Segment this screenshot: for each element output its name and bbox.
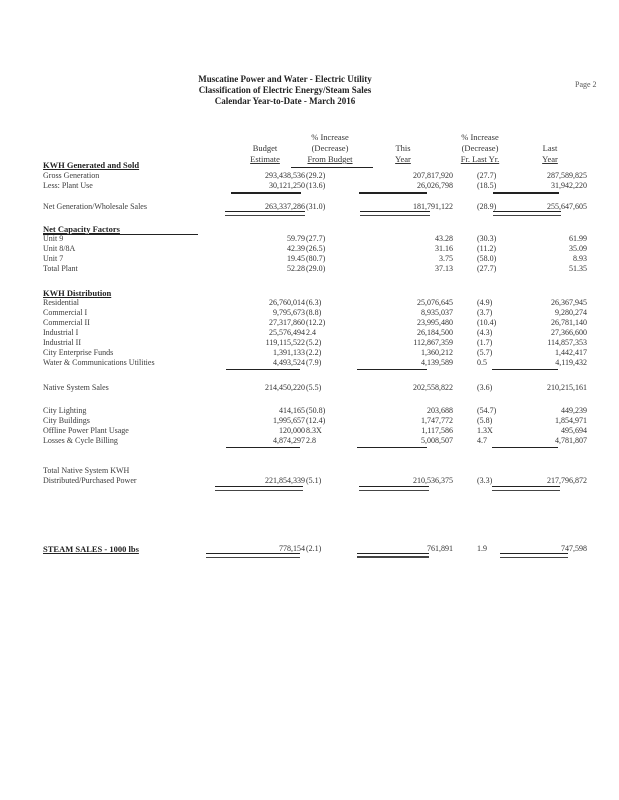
budget-value: 120,000 — [279, 426, 305, 435]
pct-budget-value: (2.1) — [306, 544, 322, 553]
col-header-last-year-2: Year — [542, 154, 558, 164]
subtotal-line — [492, 447, 558, 448]
row-label: Commercial II — [43, 318, 90, 327]
pct-budget-value: (6.3) — [306, 298, 322, 307]
last-year-value: 26,367,945 — [551, 298, 587, 307]
pct-budget-value: (50.8) — [306, 406, 326, 415]
last-year-value: 1,442,417 — [555, 348, 587, 357]
col-header-last-year-1: Last — [542, 143, 558, 153]
last-year-value: 35.09 — [569, 244, 587, 253]
this-year-value: 5,008,507 — [421, 436, 453, 445]
pct-last-value: (28.9) — [477, 202, 497, 211]
budget-value: 214,450,220 — [265, 383, 305, 392]
section-heading-distribution: KWH Distribution — [43, 288, 112, 298]
total-double-line — [359, 486, 429, 491]
row-label: Net Generation/Wholesale Sales — [43, 202, 147, 211]
pct-budget-value: (5.1) — [306, 476, 322, 485]
last-year-value: 210,215,161 — [547, 383, 587, 392]
row-label: Industrial II — [43, 338, 81, 347]
total-double-line — [500, 553, 568, 558]
this-year-value: 26,184,500 — [417, 328, 453, 337]
this-year-value: 43.28 — [435, 234, 453, 243]
last-year-value: 114,857,353 — [547, 338, 587, 347]
row-label: Less: Plant Use — [43, 181, 93, 190]
last-year-value: 217,796,872 — [547, 476, 587, 485]
pct-budget-value: (31.0) — [306, 202, 326, 211]
subtotal-line — [493, 192, 559, 194]
row-label: Unit 9 — [43, 234, 64, 243]
last-year-value: 4,119,432 — [555, 358, 587, 367]
pct-budget-value: (13.6) — [306, 181, 326, 190]
subtotal-line — [226, 447, 300, 448]
budget-value: 221,854,339 — [265, 476, 305, 485]
pct-budget-value: (8.8) — [306, 308, 322, 317]
col-header-pct-budget-2: From Budget — [307, 154, 353, 164]
pct-last-value: 1.3X — [477, 426, 493, 435]
pct-last-value: 0.5 — [477, 358, 487, 367]
row-label: Residential — [43, 298, 79, 307]
budget-value: 1,995,657 — [273, 416, 305, 425]
total-double-line — [357, 553, 429, 558]
pct-budget-value: 8.3X — [306, 426, 322, 435]
total-double-line — [492, 486, 560, 491]
pct-last-value: (1.7) — [477, 338, 493, 347]
budget-value: 263,337,286 — [265, 202, 305, 211]
report-title-line3: Calendar Year-to-Date - March 2016 — [214, 96, 356, 106]
pct-last-value: (4.9) — [477, 298, 493, 307]
last-year-value: 31,942,220 — [551, 181, 587, 190]
row-label: Offline Power Plant Usage — [43, 426, 129, 435]
this-year-value: 112,867,359 — [413, 338, 453, 347]
page-number: Page 2 — [575, 80, 597, 89]
col-header-budget-1: Budget — [252, 143, 278, 153]
last-year-value: 8.93 — [573, 254, 587, 263]
col-header-this-year-2: Year — [395, 154, 411, 164]
total-double-line — [206, 553, 300, 558]
row-label: Unit 8/8A — [43, 244, 76, 253]
report-title-line1: Muscatine Power and Water - Electric Utility — [198, 74, 372, 84]
pct-budget-value: (29.2) — [306, 171, 326, 180]
section-heading-generated: KWH Generated and Sold — [43, 160, 140, 170]
this-year-value: 202,558,822 — [413, 383, 453, 392]
this-year-value: 207,817,920 — [413, 171, 453, 180]
budget-value: 25,576,494 — [269, 328, 305, 337]
pct-budget-value: 2.8 — [306, 436, 316, 445]
pct-budget-value: (5.5) — [306, 383, 322, 392]
col-header-pct-last-2: Fr. Last Yr. — [460, 154, 500, 164]
pct-last-value: (27.7) — [477, 171, 497, 180]
budget-value: 4,493,524 — [273, 358, 305, 367]
this-year-value: 4,139,589 — [421, 358, 453, 367]
budget-value: 4,874,297 — [273, 436, 305, 445]
header-underline — [291, 167, 373, 168]
pct-last-value: (58.0) — [477, 254, 497, 263]
pct-budget-value: 2.4 — [306, 328, 316, 337]
col-header-budget-2: Estimate — [250, 154, 280, 164]
row-label: City Lighting — [43, 406, 87, 415]
this-year-value: 761,891 — [427, 544, 453, 553]
budget-value: 119,115,522 — [265, 338, 305, 347]
col-header-pct-last-0: % Increase — [461, 132, 499, 142]
last-year-value: 51.35 — [569, 264, 587, 273]
total-double-line — [225, 211, 305, 216]
subtotal-line — [357, 369, 427, 370]
budget-value: 778,154 — [279, 544, 305, 553]
pct-last-value: (30.3) — [477, 234, 497, 243]
total-double-line — [215, 486, 303, 491]
col-header-pct-last-1: (Decrease) — [461, 143, 499, 153]
last-year-value: 9,280,274 — [555, 308, 587, 317]
this-year-value: 181,791,122 — [413, 202, 453, 211]
budget-value: 27,317,860 — [269, 318, 305, 327]
pct-last-value: 1.9 — [477, 544, 487, 553]
this-year-value: 1,747,772 — [421, 416, 453, 425]
last-year-value: 1,854,971 — [555, 416, 587, 425]
subtotal-line — [492, 369, 558, 370]
row-label: City Enterprise Funds — [43, 348, 114, 357]
row-label: Gross Generation — [43, 171, 100, 180]
pct-last-value: (11.2) — [477, 244, 497, 253]
row-label: Losses & Cycle Billing — [43, 436, 118, 445]
report-title-line2: Classification of Electric Energy/Steam Sales — [198, 85, 372, 95]
last-year-value: 61.99 — [569, 234, 587, 243]
last-year-value: 26,781,140 — [551, 318, 587, 327]
pct-budget-value: (7.9) — [306, 358, 322, 367]
budget-value: 59.79 — [287, 234, 305, 243]
this-year-value: 37.13 — [435, 264, 453, 273]
row-label: Unit 7 — [43, 254, 64, 263]
budget-value: 26,760,014 — [269, 298, 305, 307]
budget-value: 414,165 — [279, 406, 305, 415]
row-label: Total Plant — [43, 264, 78, 273]
last-year-value: 747,598 — [561, 544, 587, 553]
this-year-value: 25,076,645 — [417, 298, 453, 307]
pct-last-value: (3.7) — [477, 308, 493, 317]
pct-budget-value: (5.2) — [306, 338, 322, 347]
pct-budget-value: (12.2) — [306, 318, 326, 327]
pct-last-value: (10.4) — [477, 318, 497, 327]
row-label: City Buildings — [43, 416, 90, 425]
pct-last-value: (27.7) — [477, 264, 497, 273]
pct-last-value: (54.7) — [477, 406, 497, 415]
section-heading-capacity: Net Capacity Factors — [43, 224, 120, 234]
pct-last-value: (3.6) — [477, 383, 493, 392]
this-year-value: 203,688 — [427, 406, 453, 415]
total-double-line — [360, 211, 430, 216]
row-label: Native System Sales — [43, 383, 109, 392]
pct-budget-value: (26.5) — [306, 244, 326, 253]
this-year-value: 3.75 — [439, 254, 453, 263]
subtotal-line — [231, 192, 301, 194]
this-year-value: 210,536,375 — [413, 476, 453, 485]
pct-last-value: (18.5) — [477, 181, 497, 190]
row-label-1: Total Native System KWH — [43, 466, 130, 475]
pct-budget-value: (12.4) — [306, 416, 326, 425]
budget-value: 30,121,250 — [269, 181, 305, 190]
last-year-value: 4,781,807 — [555, 436, 587, 445]
row-label: STEAM SALES - 1000 lbs — [43, 544, 139, 554]
this-year-value: 1,360,212 — [421, 348, 453, 357]
pct-last-value: (4.3) — [477, 328, 493, 337]
col-header-this-year-1: This — [395, 143, 411, 153]
last-year-value: 287,589,825 — [547, 171, 587, 180]
last-year-value: 495,694 — [561, 426, 587, 435]
row-label: Industrial I — [43, 328, 79, 337]
this-year-value: 8,935,037 — [421, 308, 453, 317]
last-year-value: 27,366,600 — [551, 328, 587, 337]
this-year-value: 1,117,586 — [421, 426, 453, 435]
budget-value: 1,391,133 — [273, 348, 305, 357]
col-header-pct-budget-1: (Decrease) — [311, 143, 349, 153]
budget-value: 42.39 — [287, 244, 305, 253]
pct-budget-value: (2.2) — [306, 348, 322, 357]
row-label-2: Distributed/Purchased Power — [43, 476, 137, 485]
subtotal-line — [226, 369, 300, 370]
subtotal-line — [357, 447, 427, 448]
budget-value: 293,438,536 — [265, 171, 305, 180]
row-label: Water & Communications Utilities — [43, 358, 155, 367]
last-year-value: 449,239 — [561, 406, 587, 415]
this-year-value: 23,995,480 — [417, 318, 453, 327]
pct-last-value: (5.8) — [477, 416, 493, 425]
this-year-value: 31.16 — [435, 244, 453, 253]
col-header-pct-budget-0: % Increase — [311, 132, 349, 142]
total-double-line — [493, 211, 561, 216]
pct-budget-value: (80.7) — [306, 254, 326, 263]
pct-budget-value: (29.0) — [306, 264, 326, 273]
pct-last-value: 4.7 — [477, 436, 487, 445]
section-heading-underline — [43, 234, 198, 235]
subtotal-line — [359, 192, 427, 194]
last-year-value: 255,647,605 — [547, 202, 587, 211]
pct-last-value: (3.3) — [477, 476, 493, 485]
this-year-value: 26,026,798 — [417, 181, 453, 190]
budget-value: 52.28 — [287, 264, 305, 273]
pct-budget-value: (27.7) — [306, 234, 326, 243]
budget-value: 19.45 — [287, 254, 305, 263]
pct-last-value: (5.7) — [477, 348, 493, 357]
budget-value: 9,795,673 — [273, 308, 305, 317]
row-label: Commercial I — [43, 308, 88, 317]
